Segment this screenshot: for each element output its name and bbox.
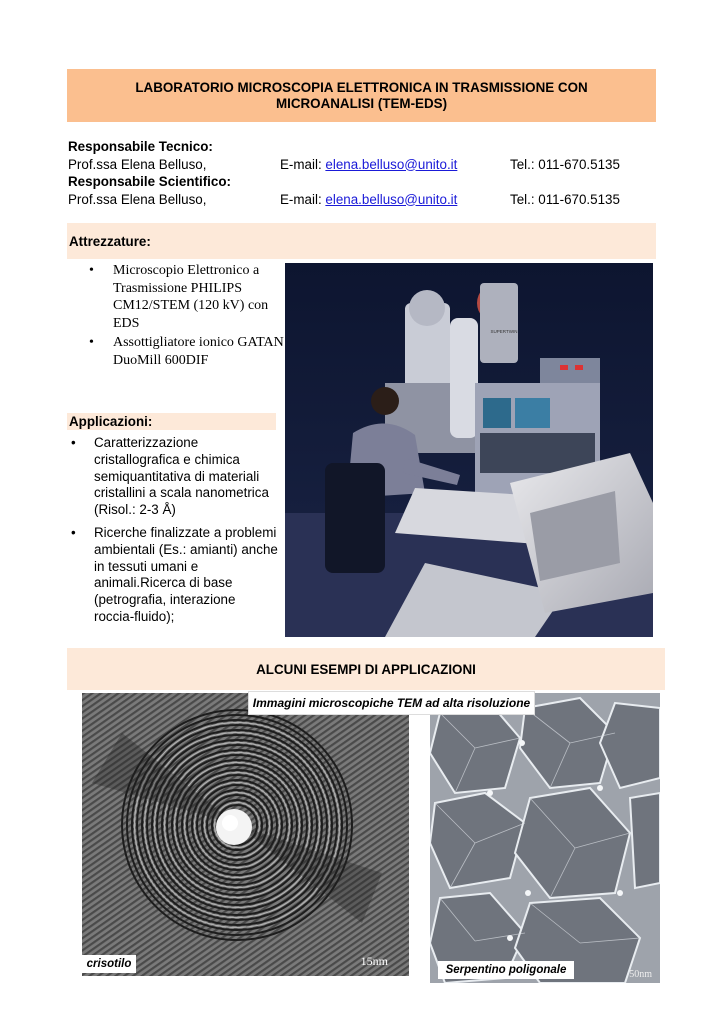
bullet-icon: • [71,524,76,540]
application-item-text: Ricerche finalizzate a problemi ambientali (Es.: amianti) anche in tessuti umani e animali.Ricerca di base (petrografia, interazione roccia-fluido); [94,524,278,624]
images-subtitle: Immagini microscopiche TEM ad alta risoluzione [248,691,535,715]
email-label: E-mail: [280,191,326,207]
caption-serpentino: Serpentino poligonale [438,961,574,979]
applications-heading: Applicazioni: [67,413,276,430]
examples-heading: ALCUNI ESEMPI DI APPLICAZIONI [67,648,665,690]
list-item [86,334,286,369]
scale-label-left: 15nm [360,954,388,968]
name-scientific: Prof.ssa Elena Belluso, [68,191,207,207]
email-row-scientific [280,191,510,209]
email-row-technical [280,156,510,174]
bullet-icon: • [89,263,94,278]
tem-image-crisotilo [82,693,409,976]
list-item [68,435,278,519]
name-technical: Prof.ssa Elena Belluso, [68,156,207,172]
role-technical: Responsabile Tecnico: [68,139,213,154]
page-title: LABORATORIO MICROSCOPIA ELETTRONICA IN TRASMISSIONE CON MICROANALISI (TEM-EDS) [67,69,656,122]
bullet-icon: • [89,335,94,350]
equipment-list [86,262,286,371]
contacts-section [68,138,658,208]
equipment-item-text: Microscopio Elettronico a Trasmissione PHILIPS CM12/STEM (120 kV) con EDS [113,263,269,331]
list-item [68,525,278,626]
list-item [86,262,286,332]
tem-lab-photo [285,263,653,637]
application-item-text: Caratterizzazione cristallografica e chimica semiquantitativa di materiali cristallini a scala nanometrica (Risol.: 2-3 Å) [94,435,269,518]
role-scientific: Responsabile Scientifico: [68,174,231,189]
email-link-scientific[interactable]: elena.belluso@unito.it [325,191,458,207]
caption-crisotilo: crisotilo [82,955,136,973]
equipment-item-text: Assottigliatore ionico GATAN DuoMill 600DIF [113,335,284,368]
equipment-heading: Attrezzature: [67,223,656,259]
bullet-icon: • [71,435,76,450]
phone-technical: Tel.: 011-670.5135 [510,156,620,172]
scale-label-right: 50nm [629,969,652,980]
photo-brand-text: SUPERTWIN [490,329,518,334]
phone-scientific: Tel.: 011-670.5135 [510,191,620,207]
applications-list [68,435,278,632]
email-label: E-mail: [280,156,326,172]
email-link-technical[interactable]: elena.belluso@unito.it [325,156,458,172]
tem-image-serpentino [430,693,660,983]
